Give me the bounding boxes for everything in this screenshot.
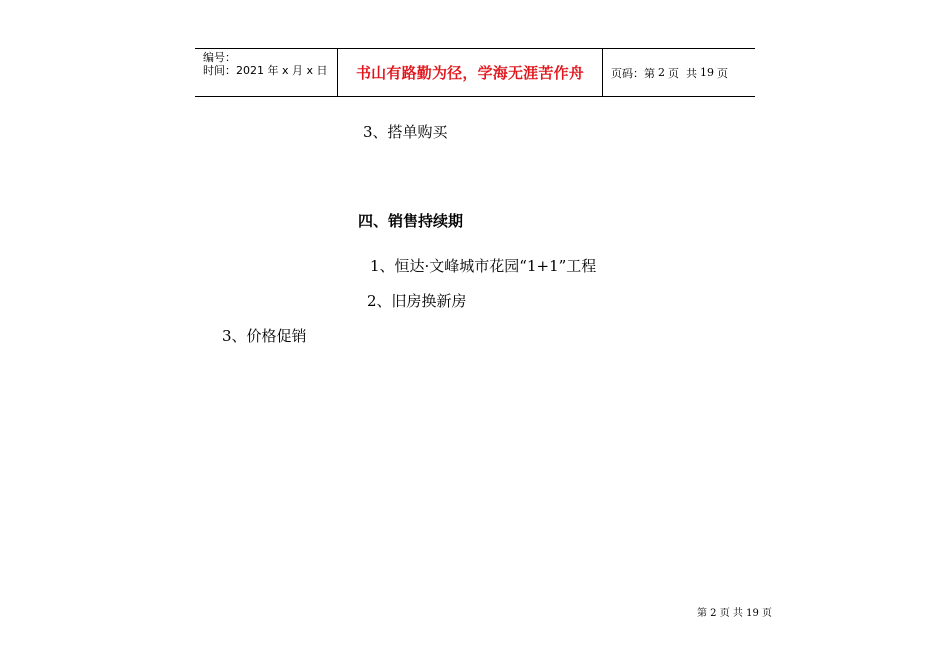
header-meta-cell: [195, 49, 338, 96]
item-4-2: 2、旧房换新房: [367, 292, 467, 310]
page-footer: 第 2 页 共 19 页: [697, 608, 772, 619]
date-label: 时间：2021 年 x 月 x 日: [203, 64, 328, 77]
item-4-1: 1、恒达·文峰城市花园“1+1”工程: [370, 257, 597, 275]
document-header: [195, 48, 755, 97]
header-page-cell: [603, 49, 755, 96]
page-end-label: 页: [717, 66, 728, 80]
number-label: 编号：: [203, 51, 236, 64]
item-3-bundle-purchase: 3、搭单购买: [363, 123, 448, 141]
header-motto-cell: [338, 49, 603, 96]
page-number: 2: [658, 66, 665, 79]
page-label: 页码：第: [611, 66, 655, 80]
page-mid-label: 页 共: [668, 66, 697, 80]
item-4-3: 3、价格促销: [222, 327, 307, 345]
section-4-title: 四、销售持续期: [358, 212, 464, 230]
header-motto: 书山有路勤为径，学海无涯苦作舟: [355, 64, 584, 82]
page-total: 19: [700, 66, 714, 79]
